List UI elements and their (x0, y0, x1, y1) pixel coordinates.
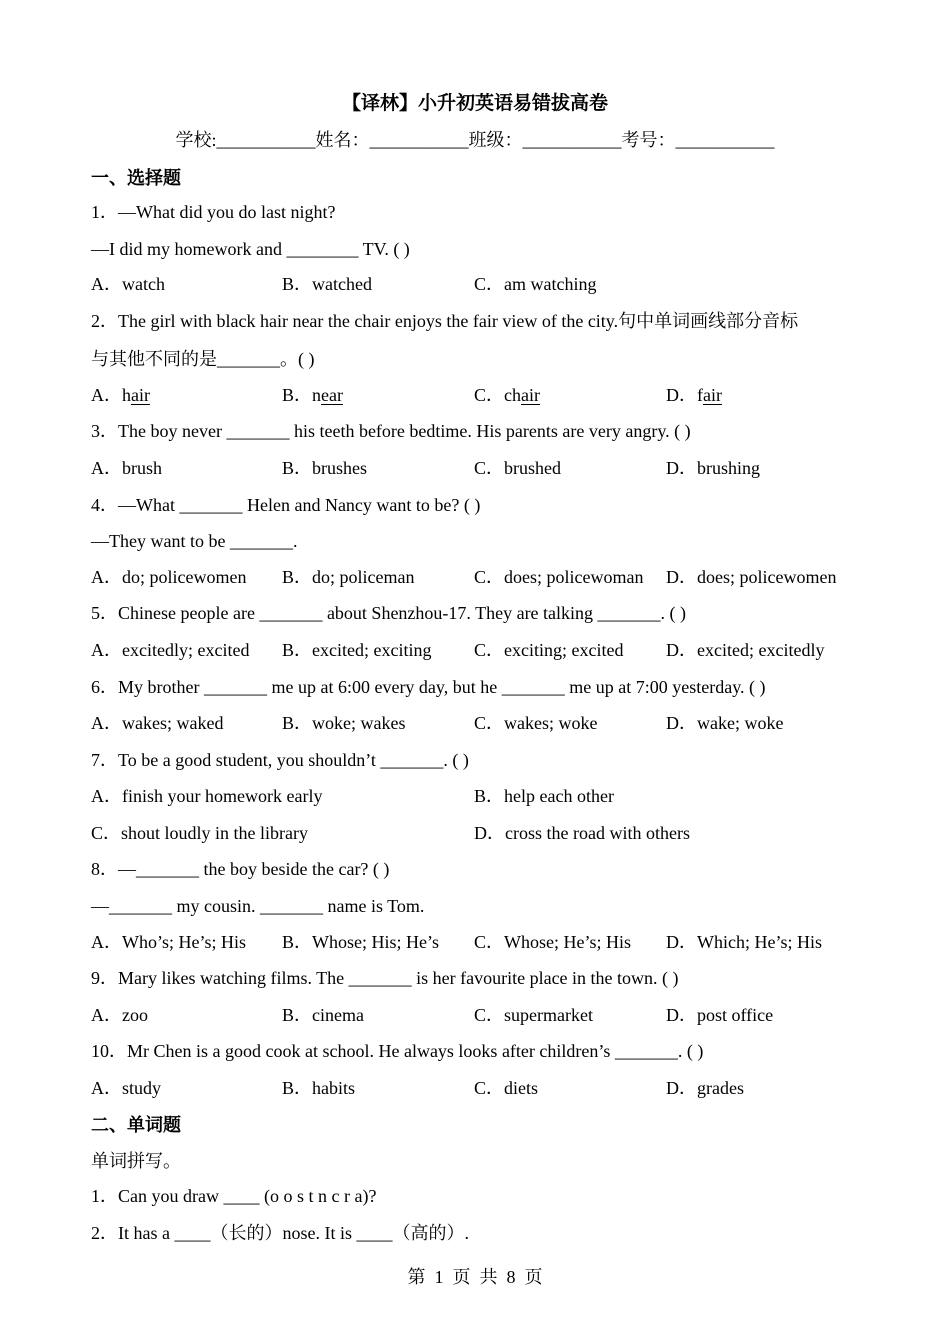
question-3-option-d: D．brushing (666, 458, 760, 478)
word-prefix: h (122, 385, 131, 405)
word-prefix: ch (504, 385, 522, 405)
question-2-option-d (666, 383, 722, 407)
question-7-option-b: B．help each other (474, 786, 614, 806)
underlined-part: air (521, 385, 540, 405)
question-10-option-c: C．diets (474, 1078, 539, 1098)
question-5-option-c: C．exciting; excited (474, 640, 624, 660)
question-7-stem: 7．To be a good student, you shouldn’t _______. ( ) (91, 750, 469, 770)
question-4-stem: 4．—What _______ Helen and Nancy want to be? ( ) (91, 495, 481, 515)
section-heading-word: 二、单词题 (91, 1115, 181, 1135)
question-4-option-b: B．do; policeman (282, 567, 415, 587)
question-8-option-c: C．Whose; He’s; His (474, 932, 631, 952)
question-6-stem: 6．My brother _______ me up at 6:00 every day, but he _______ me up at 7:00 yesterday. ( ) (91, 677, 766, 697)
question-7-option-d: D．cross the road with others (474, 823, 690, 843)
question-4-stem-line2: —They want to be _______. (91, 531, 298, 551)
underlined-part: air (703, 385, 722, 405)
question-6-option-c: C．wakes; woke (474, 713, 598, 733)
question-6-option-a: A．wakes; waked (91, 713, 224, 733)
question-8-option-d: D．Which; He’s; His (666, 932, 822, 952)
word-question-2: 2．It has a ____（长的）nose. It is ____（高的）. (91, 1223, 469, 1243)
question-1-stem: 1．—What did you do last night? (91, 202, 336, 222)
question-4-option-a: A．do; policewomen (91, 567, 247, 587)
question-9-option-c: C．supermarket (474, 1005, 593, 1025)
question-10-option-d: D．grades (666, 1078, 744, 1098)
question-3-option-a: A．brush (91, 458, 162, 478)
question-1-option-b: B．watched (282, 274, 372, 294)
question-10-option-b: B．habits (282, 1078, 356, 1098)
question-2-stem-line2: 与其他不同的是_______。( ) (91, 349, 315, 369)
question-2-option-a (91, 383, 150, 407)
question-1-option-a: A．watch (91, 274, 165, 294)
word-question-1: 1．Can you draw ____ (o o s t n c r a)? (91, 1186, 377, 1206)
word-prefix: f (697, 385, 703, 405)
question-5-option-d: D．excited; excitedly (666, 640, 825, 660)
underlined-part: air (131, 385, 150, 405)
option-label: D． (666, 385, 697, 405)
question-4-option-d: D．does; policewomen (666, 567, 837, 587)
question-8-option-b: B．Whose; His; He’s (282, 932, 439, 952)
question-4-option-c: C．does; policewoman (474, 567, 644, 587)
question-8-option-a: A．Who’s; He’s; His (91, 932, 246, 952)
question-5-stem: 5．Chinese people are _______ about Shenzhou-17. They are talking _______. ( ) (91, 603, 687, 623)
question-5-option-b: B．excited; exciting (282, 640, 432, 660)
question-9-option-b: B．cinema (282, 1005, 364, 1025)
question-7-option-c: C．shout loudly in the library (91, 823, 308, 843)
question-10-stem: 10．Mr Chen is a good cook at school. He always looks after children’s _______. ( ) (91, 1041, 704, 1061)
question-6-option-b: B．woke; wakes (282, 713, 406, 733)
question-1-stem-line2: —I did my homework and ________ TV. ( ) (91, 239, 410, 259)
question-6-option-d: D．wake; woke (666, 713, 784, 733)
student-info-line: 学校:___________姓名：___________班级：___________考号：___________ (175, 130, 775, 150)
question-3-option-c: C．brushed (474, 458, 561, 478)
section-heading-choice: 一、选择题 (91, 168, 181, 188)
option-label: A． (91, 385, 122, 405)
question-2-option-b (282, 383, 343, 407)
question-5-option-a: A．excitedly; excited (91, 640, 250, 660)
page-footer: 第 1 页 共 8 页 (407, 1267, 543, 1287)
word-prefix: n (312, 385, 322, 405)
underlined-part: ear (321, 385, 343, 405)
question-10-option-a: A．study (91, 1078, 162, 1098)
option-label: C． (474, 385, 505, 405)
question-7-option-a: A．finish your homework early (91, 786, 323, 806)
question-2-option-c (474, 383, 540, 407)
question-9-stem: 9．Mary likes watching films. The _______ is her favourite place in the town. ( ) (91, 968, 679, 988)
question-1-option-c: C．am watching (474, 274, 597, 294)
question-3-option-b: B．brushes (282, 458, 367, 478)
option-label: B． (282, 385, 313, 405)
page-title: 【译林】小升初英语易错拔高卷 (341, 93, 608, 114)
question-9-option-a: A．zoo (91, 1005, 148, 1025)
question-3-stem: 3．The boy never _______ his teeth before bedtime. His parents are very angry. ( ) (91, 421, 691, 441)
section-2-instruction: 单词拼写。 (91, 1151, 181, 1171)
question-8-stem-line2: —_______ my cousin. _______ name is Tom. (91, 896, 425, 916)
question-8-stem: 8．—_______ the boy beside the car? ( ) (91, 859, 390, 879)
question-9-option-d: D．post office (666, 1005, 774, 1025)
question-2-stem: 2．The girl with black hair near the chair enjoys the fair view of the city.句中单词画线部分音标 (91, 311, 799, 331)
